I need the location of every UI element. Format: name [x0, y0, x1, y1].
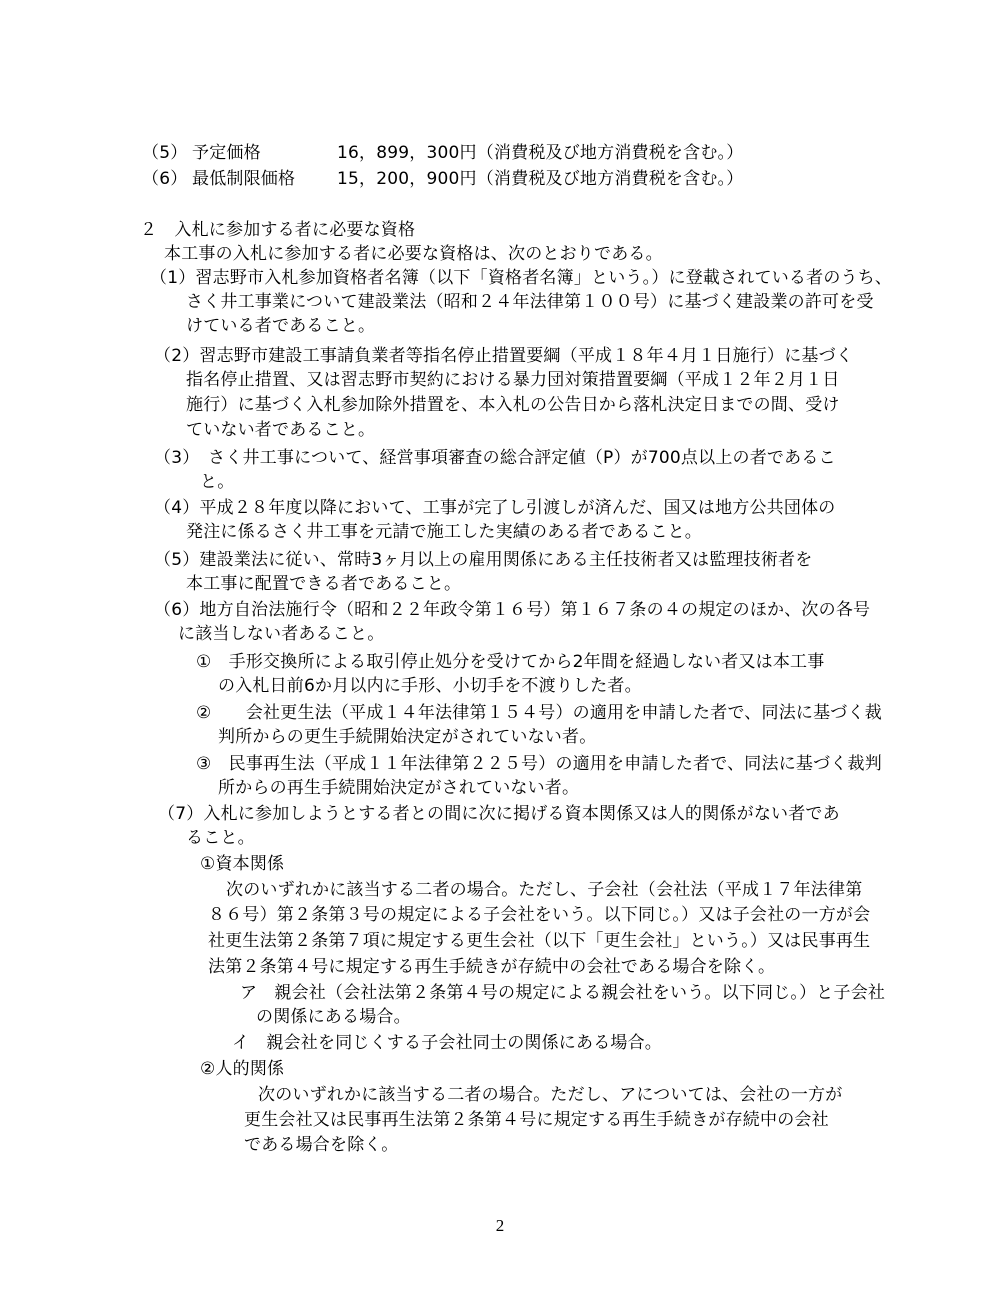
item-1-line-3: けている者であること。 — [186, 316, 376, 336]
item-2-line-1: （2）習志野市建設工事請負業者等指名停止措置要綱（平成１８年４月１日施行）に基づく — [154, 346, 854, 366]
sub6-3-line-1: ③ 民事再生法（平成１１年法律第２２５号）の適用を申請した者で、同法に基づく裁判 — [196, 754, 882, 774]
personal-body-line-1: 次のいずれかに該当する二者の場合。ただし、アについては、会社の一方が — [258, 1085, 843, 1105]
capital-body-line-1: 次のいずれかに該当する二者の場合。ただし、子会社（会社法（平成１７年法律第 — [226, 880, 863, 900]
page-number: 2 — [495, 1216, 505, 1235]
price-no-5: （5） — [142, 143, 188, 163]
item-1-line-1: （1）習志野市入札参加資格者名簿（以下「資格者名簿」という。）に登載されている者のうち、 — [150, 268, 893, 288]
item-5-line-2: 本工事に配置できる者であること。 — [186, 574, 462, 594]
item-1-line-2: さく井工事業について建設業法（昭和２４年法律第１００号）に基づく建設業の許可を受 — [186, 292, 874, 312]
item-4-line-1: （4）平成２８年度以降において、工事が完了し引渡しが済んだ、国又は地方公共団体の — [154, 498, 836, 518]
capital-a-line-2: の関係にある場合。 — [256, 1007, 411, 1027]
item-7-line-1: （7）入札に参加しようとする者との間に次に掲げる資本関係又は人的関係がない者であ — [158, 804, 840, 824]
capital-body-line-3: 社更生法第２条第７項に規定する更生会社（以下「更生会社」という。）又は民事再生 — [208, 931, 871, 951]
item-6-line-2: に該当しない者あること。 — [178, 624, 385, 644]
price-label-6: 最低制限価格 — [192, 169, 296, 189]
price-no-6: （6） — [142, 169, 188, 189]
capital-body-line-4: 法第２条第４号に規定する再生手続きが存続中の会社である場合を除く。 — [208, 957, 776, 977]
price-amount-6: 15，200，900円（消費税及び地方消費税を含む。） — [337, 169, 744, 189]
sub6-2-line-2: 判所からの更生手続開始決定がされていない者。 — [218, 727, 597, 747]
item-2-line-2: 指名停止措置、又は習志野市契約における暴力団対策措置要綱（平成１２年２月１日 — [186, 370, 840, 390]
capital-i: イ 親会社を同じくする子会社同士の関係にある場合。 — [232, 1033, 662, 1053]
item-7-line-2: ること。 — [186, 828, 255, 848]
item-2-line-4: ていない者であること。 — [186, 420, 376, 440]
personal-heading: ②人的関係 — [200, 1059, 285, 1079]
sub6-1-line-1: ① 手形交換所による取引停止処分を受けてから2年間を経過しない者又は本工事 — [196, 652, 825, 672]
item-6-line-1: （6）地方自治法施行令（昭和２２年政令第１６号）第１６７条の４の規定のほか、次の各号 — [154, 600, 871, 620]
capital-a-line-1: ア 親会社（会社法第２条第４号の規定による親会社をいう。以下同じ。）と子会社 — [240, 983, 886, 1003]
personal-body-line-3: である場合を除く。 — [244, 1135, 399, 1155]
item-3-line-2: と。 — [200, 472, 235, 492]
section-heading: ２ 入札に参加する者に必要な資格 — [140, 220, 416, 240]
price-amount-5: 16，899，300円（消費税及び地方消費税を含む。） — [337, 143, 744, 163]
item-4-line-2: 発注に係るさく井工事を元請で施工した実績のある者であること。 — [186, 522, 702, 542]
price-label-5: 予定価格 — [192, 143, 261, 163]
sub6-2-line-1: ② 会社更生法（平成１４年法律第１５４号）の適用を申請した者で、同法に基づく裁 — [196, 703, 882, 723]
sub6-3-line-2: 所からの再生手続開始決定がされていない者。 — [218, 778, 580, 798]
item-5-line-1: （5）建設業法に従い、常時3ヶ月以上の雇用関係にある主任技術者又は監理技術者を — [154, 550, 813, 570]
section-intro: 本工事の入札に参加する者に必要な資格は、次のとおりである。 — [164, 244, 663, 264]
sub6-1-line-2: の入札日前6か月以内に手形、小切手を不渡りした者。 — [218, 676, 642, 696]
capital-body-line-2: ８６号）第２条第３号の規定による子会社をいう。以下同じ。）又は子会社の一方が会 — [208, 905, 871, 925]
item-2-line-3: 施行）に基づく入札参加除外措置を、本入札の公告日から落札決定日までの間、受け — [186, 395, 840, 415]
item-3-line-1: （3） さく井工事について、経営事項審査の総合評定値（P）が700点以上の者であるこ — [154, 448, 836, 468]
capital-heading: ①資本関係 — [200, 854, 285, 874]
personal-body-line-2: 更生会社又は民事再生法第２条第４号に規定する再生手続きが存続中の会社 — [244, 1110, 829, 1130]
